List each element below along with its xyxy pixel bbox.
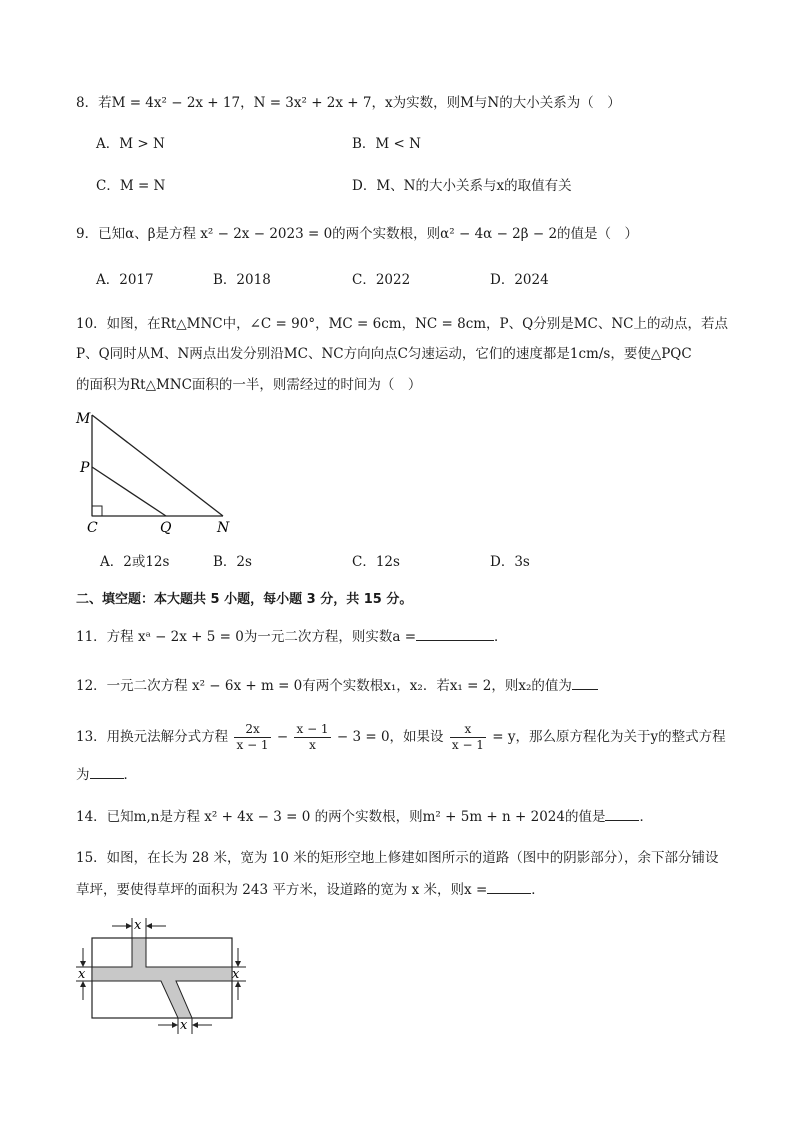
q13-mid: − 3 = 0，如果设 bbox=[336, 729, 444, 745]
q15-line1: 15．如图，在长为 28 米，宽为 10 米的矩形空地上修建如图所示的道路（图中的阴影部分），余下部分铺设 bbox=[76, 850, 719, 866]
dim-bottom-left-head bbox=[172, 1022, 178, 1028]
q13-answer-blank[interactable] bbox=[90, 764, 124, 779]
q13-line1 bbox=[76, 719, 726, 755]
dim-bottom-right-head bbox=[192, 1022, 198, 1028]
q11-end: ． bbox=[494, 629, 508, 645]
label-c: C bbox=[87, 520, 98, 536]
q12 bbox=[76, 675, 598, 696]
q13-frac1-num: 2x bbox=[234, 722, 270, 738]
q15-answer-blank[interactable] bbox=[487, 879, 531, 894]
q10-triangle-figure bbox=[70, 405, 250, 535]
q10-line1: 10．如图，在Rt△MNC中，∠C = 90°，MC = 6cm，NC = 8cm，P、Q分别是MC、NC上的动点，若点 bbox=[76, 316, 729, 332]
dim-top-right-head bbox=[146, 923, 152, 929]
q13-frac3-num: x bbox=[450, 722, 486, 738]
q8-option-d: D．M、N的大小关系与x的取值有关 bbox=[352, 178, 572, 194]
q8-stem: 8．若M = 4x² − 2x + 17，N = 3x² + 2x + 7，x为实数，则M与N的大小关系为（ ） bbox=[76, 95, 621, 111]
q14-answer-blank[interactable] bbox=[605, 806, 639, 821]
q10-line3: 的面积为Rt△MNC面积的一半，则需经过的时间为（ ） bbox=[76, 377, 422, 393]
q9-option-d: D．2024 bbox=[490, 272, 549, 288]
q15-end: ． bbox=[531, 882, 545, 898]
q11-text: 11．方程 xᵃ − 2x + 5 = 0为一元二次方程，则实数a = bbox=[76, 629, 417, 645]
q10-line2: P、Q同时从M、N两点出发分别沿MC、NC方向向点C匀速运动，它们的速度都是1cm/s，要使△PQC bbox=[76, 346, 692, 362]
dim-bottom-label: x bbox=[180, 1018, 188, 1033]
q15-road-figure bbox=[72, 912, 252, 1042]
dim-top-left-head bbox=[126, 923, 132, 929]
q14-text: 14．已知m,n是方程 x² + 4x − 3 = 0 的两个实数根，则m² + 5m + n + 2024的值是 bbox=[76, 809, 606, 825]
triangle-hypotenuse-mn bbox=[92, 415, 223, 516]
dim-right-label: x bbox=[232, 967, 240, 982]
dim-top-label: x bbox=[134, 918, 142, 933]
q14 bbox=[76, 806, 653, 827]
q8-option-c: C．M = N bbox=[96, 178, 166, 194]
label-p: P bbox=[80, 460, 90, 476]
q15-line2 bbox=[76, 879, 545, 900]
q13-minus: − bbox=[276, 729, 289, 745]
q11 bbox=[76, 626, 508, 647]
label-q: Q bbox=[160, 520, 172, 536]
q15-text: 草坪，要使得草坪的面积为 243 平方米，设道路的宽为 x 米，则x = bbox=[76, 882, 488, 898]
q13-line2-text: 为 bbox=[76, 767, 90, 783]
q13-frac2-den: x bbox=[309, 738, 316, 752]
q13-fraction-1 bbox=[234, 722, 270, 753]
q13-suffix: = y，那么原方程化为关于y的整式方程 bbox=[492, 729, 726, 745]
q10-option-c: C．12s bbox=[352, 554, 400, 570]
q13-fraction-2 bbox=[294, 722, 330, 753]
q8-option-a: A．M > N bbox=[96, 136, 165, 152]
label-n: N bbox=[217, 520, 230, 536]
q11-answer-blank[interactable] bbox=[416, 626, 494, 641]
q12-text: 12．一元二次方程 x² − 6x + m = 0有两个实数根x₁，x₂．若x₁ = 2，则x₂的值为 bbox=[76, 678, 572, 694]
q14-end: ． bbox=[639, 809, 653, 825]
q13-line2 bbox=[76, 764, 137, 785]
dim-left-label: x bbox=[78, 967, 86, 982]
q13-frac1-den: x − 1 bbox=[236, 738, 269, 752]
right-angle-mark bbox=[92, 506, 102, 516]
q9-option-c: C．2022 bbox=[352, 272, 411, 288]
q13-prefix: 13．用换元法解分式方程 bbox=[76, 729, 229, 745]
q13-frac3-den: x − 1 bbox=[451, 738, 484, 752]
q13-fraction-3 bbox=[450, 722, 486, 753]
q9-option-b: B．2018 bbox=[213, 272, 271, 288]
q10-option-d: D．3s bbox=[490, 554, 530, 570]
label-m: M bbox=[76, 411, 91, 427]
q9-stem: 9．已知α、β是方程 x² − 2x − 2023 = 0的两个实数根，则α² − 4α − 2β − 2的值是（ ） bbox=[76, 226, 639, 242]
q10-option-b: B．2s bbox=[213, 554, 252, 570]
segment-pq bbox=[92, 467, 166, 516]
q13-frac2-num: x − 1 bbox=[296, 722, 329, 736]
q10-option-a: A．2或12s bbox=[100, 554, 170, 570]
q9-option-a: A．2017 bbox=[96, 272, 154, 288]
q8-option-b: B．M < N bbox=[352, 136, 421, 152]
q13-end: ． bbox=[123, 767, 137, 783]
q12-answer-blank[interactable] bbox=[572, 675, 598, 690]
section-2-heading: 二、填空题：本大题共 5 小题，每小题 3 分，共 15 分。 bbox=[76, 592, 413, 607]
